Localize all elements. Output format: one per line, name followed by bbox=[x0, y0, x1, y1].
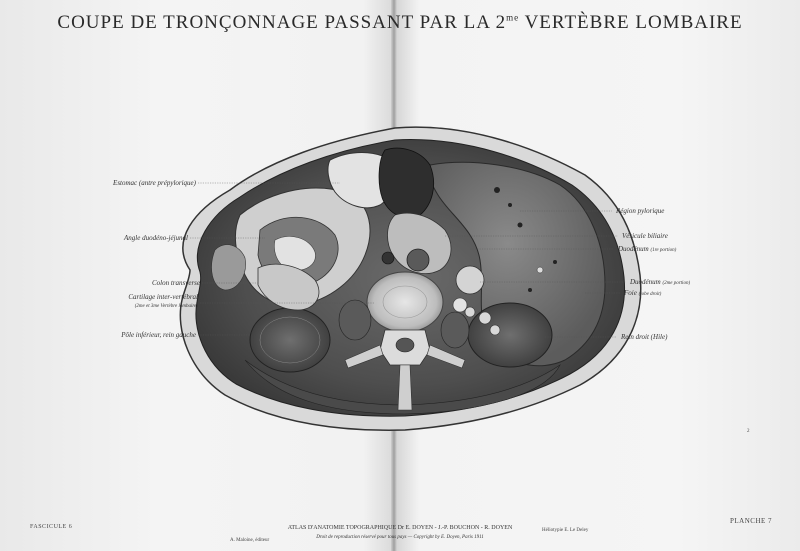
label-estomac: Estomac (antre prépylorique) bbox=[113, 179, 196, 187]
plate-title: COUPE DE TRONÇONNAGE PASSANT PAR LA $2^{me}$ VERTÈBRE LOMBAIRE bbox=[57, 12, 743, 33]
planche-label: PLANCHE 7 bbox=[730, 517, 773, 525]
label-colon-transverse: Colon transverse bbox=[151, 279, 200, 287]
label-duodenum-2 bbox=[630, 278, 690, 288]
margin-mark: 2 bbox=[747, 429, 750, 434]
label-duodenum-1-sub: (1re portion) bbox=[650, 248, 677, 253]
editeur-label: A. Maloine, éditeur bbox=[230, 538, 270, 543]
label-angle-duodeno-jejunal: Angle duodéno-jéjunal bbox=[124, 234, 188, 242]
label-duodenum-1 bbox=[618, 245, 676, 255]
copyright-line: Droit de reproduction réservé pour tous pays — Copyright by E. Doyen, Paris 1911 bbox=[316, 535, 484, 540]
label-foie-sub: (lobe droit) bbox=[638, 292, 662, 297]
label-foie-text: Foie bbox=[624, 289, 637, 297]
atlas-credit bbox=[230, 524, 570, 542]
label-rein-droit: Rein droit (Hile) bbox=[621, 333, 668, 341]
label-pole-inferieur: Pôle inférieur, rein gauche bbox=[121, 331, 196, 339]
label-foie bbox=[624, 289, 661, 299]
label-region-pylorique: Région pylorique bbox=[616, 207, 665, 215]
intervertebral-disc bbox=[367, 272, 443, 332]
label-cartilage bbox=[128, 293, 198, 311]
atlas-title: ATLAS D'ANATOMIE TOPOGRAPHIQUE Dr E. DOYEN - J.-P. BOUCHON - R. DOYEN bbox=[287, 525, 513, 531]
fascicule-label: FASCICULE 6 bbox=[30, 524, 73, 530]
label-duodenum-2-sub: (2me portion) bbox=[662, 281, 691, 286]
label-vesicule-biliaire: Vésicule biliaire bbox=[622, 232, 668, 240]
label-duodenum-1-text: Duodénum bbox=[618, 245, 649, 253]
label-cartilage-sub: (2me et 3me Vertèbre lombaire) bbox=[134, 304, 198, 309]
label-cartilage-text: Cartilage inter-vertébral bbox=[128, 293, 198, 301]
heliotypie-label: Héliotypie E. Le Deley bbox=[542, 528, 589, 533]
label-duodenum-2-text: Duodénum bbox=[630, 278, 661, 286]
right-kidney bbox=[468, 303, 552, 367]
left-kidney bbox=[250, 308, 330, 372]
